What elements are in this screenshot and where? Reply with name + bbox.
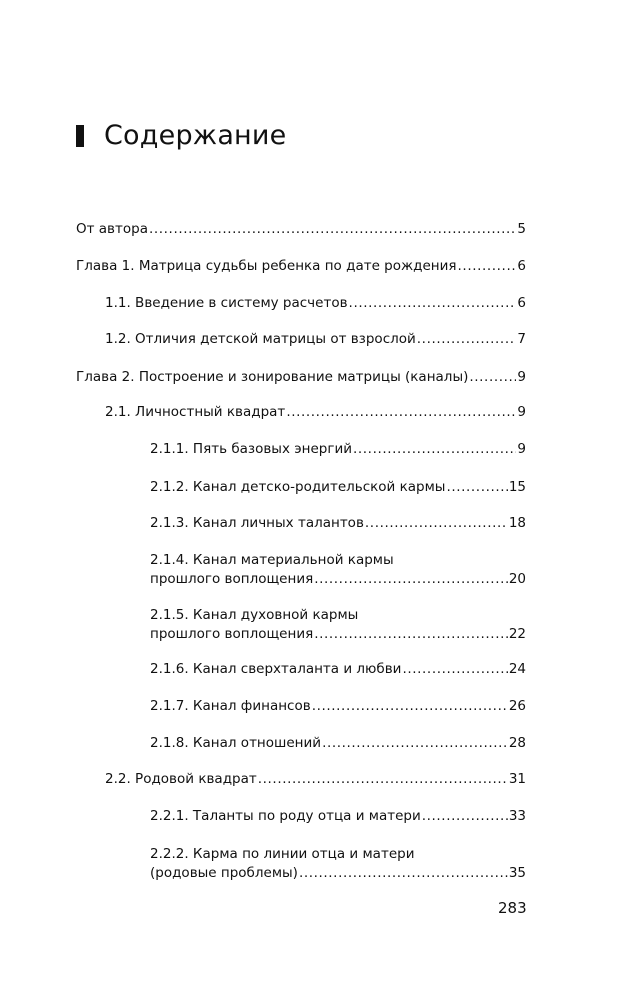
toc-entry-page: 9 [517,369,526,385]
page-title: Содержание [104,120,287,151]
toc-entry-page: 28 [508,735,526,751]
toc-entry-title: От автора [76,221,148,237]
toc-entry-title: 2.2. Родовой квадрат [105,771,257,787]
toc-entry-chapter-2 [76,368,526,387]
toc-entry-page: 26 [508,698,526,714]
toc-entry-title-first-line: 2.2.2. Карма по линии отца и матери [150,846,415,862]
dot-leader [322,734,508,753]
contents-heading [76,116,286,156]
toc-entry-2-1-4 [150,551,526,589]
dot-leader [458,257,517,276]
toc-entry-title: 2.1.1. Пять базовых энергий [150,441,352,457]
toc-entry-page: 22 [508,626,526,642]
toc-entry-2-1-8 [150,734,526,753]
toc-entry-title: 2.1. Личностный квадрат [105,404,286,420]
toc-entry-2-1-3 [150,514,526,533]
toc-entry-title: 2.1.7. Канал финансов [150,698,311,714]
dot-leader [417,330,517,349]
toc-entry-2-1-1 [150,440,526,459]
toc-entry-2-2 [105,770,526,789]
toc-entry-page: 9 [517,441,526,457]
toc-entry-page: 33 [508,808,526,824]
dot-leader [353,440,516,459]
dot-leader [258,770,508,789]
toc-entry-page: 24 [508,661,526,677]
toc-entry-2-2-2 [150,845,526,883]
toc-entry-page: 9 [517,404,526,420]
dot-leader [314,625,508,644]
toc-entry-2-1-6 [150,660,526,679]
toc-entry-title-first-line: 2.1.5. Канал духовной кармы [150,607,359,623]
toc-entry-page: 18 [508,515,526,531]
toc-entry-page: 31 [508,771,526,787]
toc-entry-title: 2.1.3. Канал личных талантов [150,515,364,531]
dot-leader [314,570,508,589]
dot-leader [422,807,508,826]
toc-entry-title: Глава 1. Матрица судьбы ребенка по дате рождения [76,258,457,274]
toc-entry-title: прошлого воплощения [150,571,314,587]
toc-entry-page: 6 [517,295,526,311]
dot-leader [402,660,507,679]
toc-entry-title: 2.2.1. Таланты по роду отца и матери [150,808,421,824]
toc-entry-title: 2.1.8. Канал отношений [150,735,322,751]
dot-leader [299,864,508,883]
toc-entry-2-1 [105,403,526,422]
toc-entry-2-1-2 [150,478,526,497]
toc-entry-title-first-line: 2.1.4. Канал материальной кармы [150,552,394,568]
toc-entry-title: 1.2. Отличия детской матрицы от взрослой [105,331,416,347]
toc-entry-1-1 [105,294,526,313]
toc-entry-title: Глава 2. Построение и зонирование матрицы (каналы) [76,369,469,385]
page-number: 283 [498,899,527,917]
toc-entry-title: 2.1.2. Канал детско-родительской кармы [150,479,446,495]
dot-leader [349,294,517,313]
dot-leader [286,403,516,422]
toc-entry-2-1-5 [150,606,526,644]
toc-entry-title: 1.1. Введение в систему расчетов [105,295,348,311]
toc-entry-from-author [76,220,526,239]
toc-entry-title: 2.1.6. Канал сверхталанта и любви [150,661,402,677]
toc-entry-page: 15 [508,479,526,495]
dot-leader [469,368,516,387]
toc-entry-page: 6 [517,258,526,274]
toc-entry-title: прошлого воплощения [150,626,314,642]
toc-entry-page: 35 [508,865,526,881]
toc-entry-2-1-7 [150,697,526,716]
toc-entry-2-2-1 [150,807,526,826]
toc-entry-page: 7 [517,331,526,347]
dot-leader [365,514,508,533]
toc-entry-chapter-1 [76,257,526,276]
toc-entry-1-2 [105,330,526,349]
toc-entry-title: (родовые проблемы) [150,865,298,881]
toc-entry-page: 5 [517,221,526,237]
toc-entry-page: 20 [508,571,526,587]
dot-leader [149,220,516,239]
dot-leader [312,697,508,716]
heading-bar-marker [76,125,84,147]
dot-leader [446,478,507,497]
